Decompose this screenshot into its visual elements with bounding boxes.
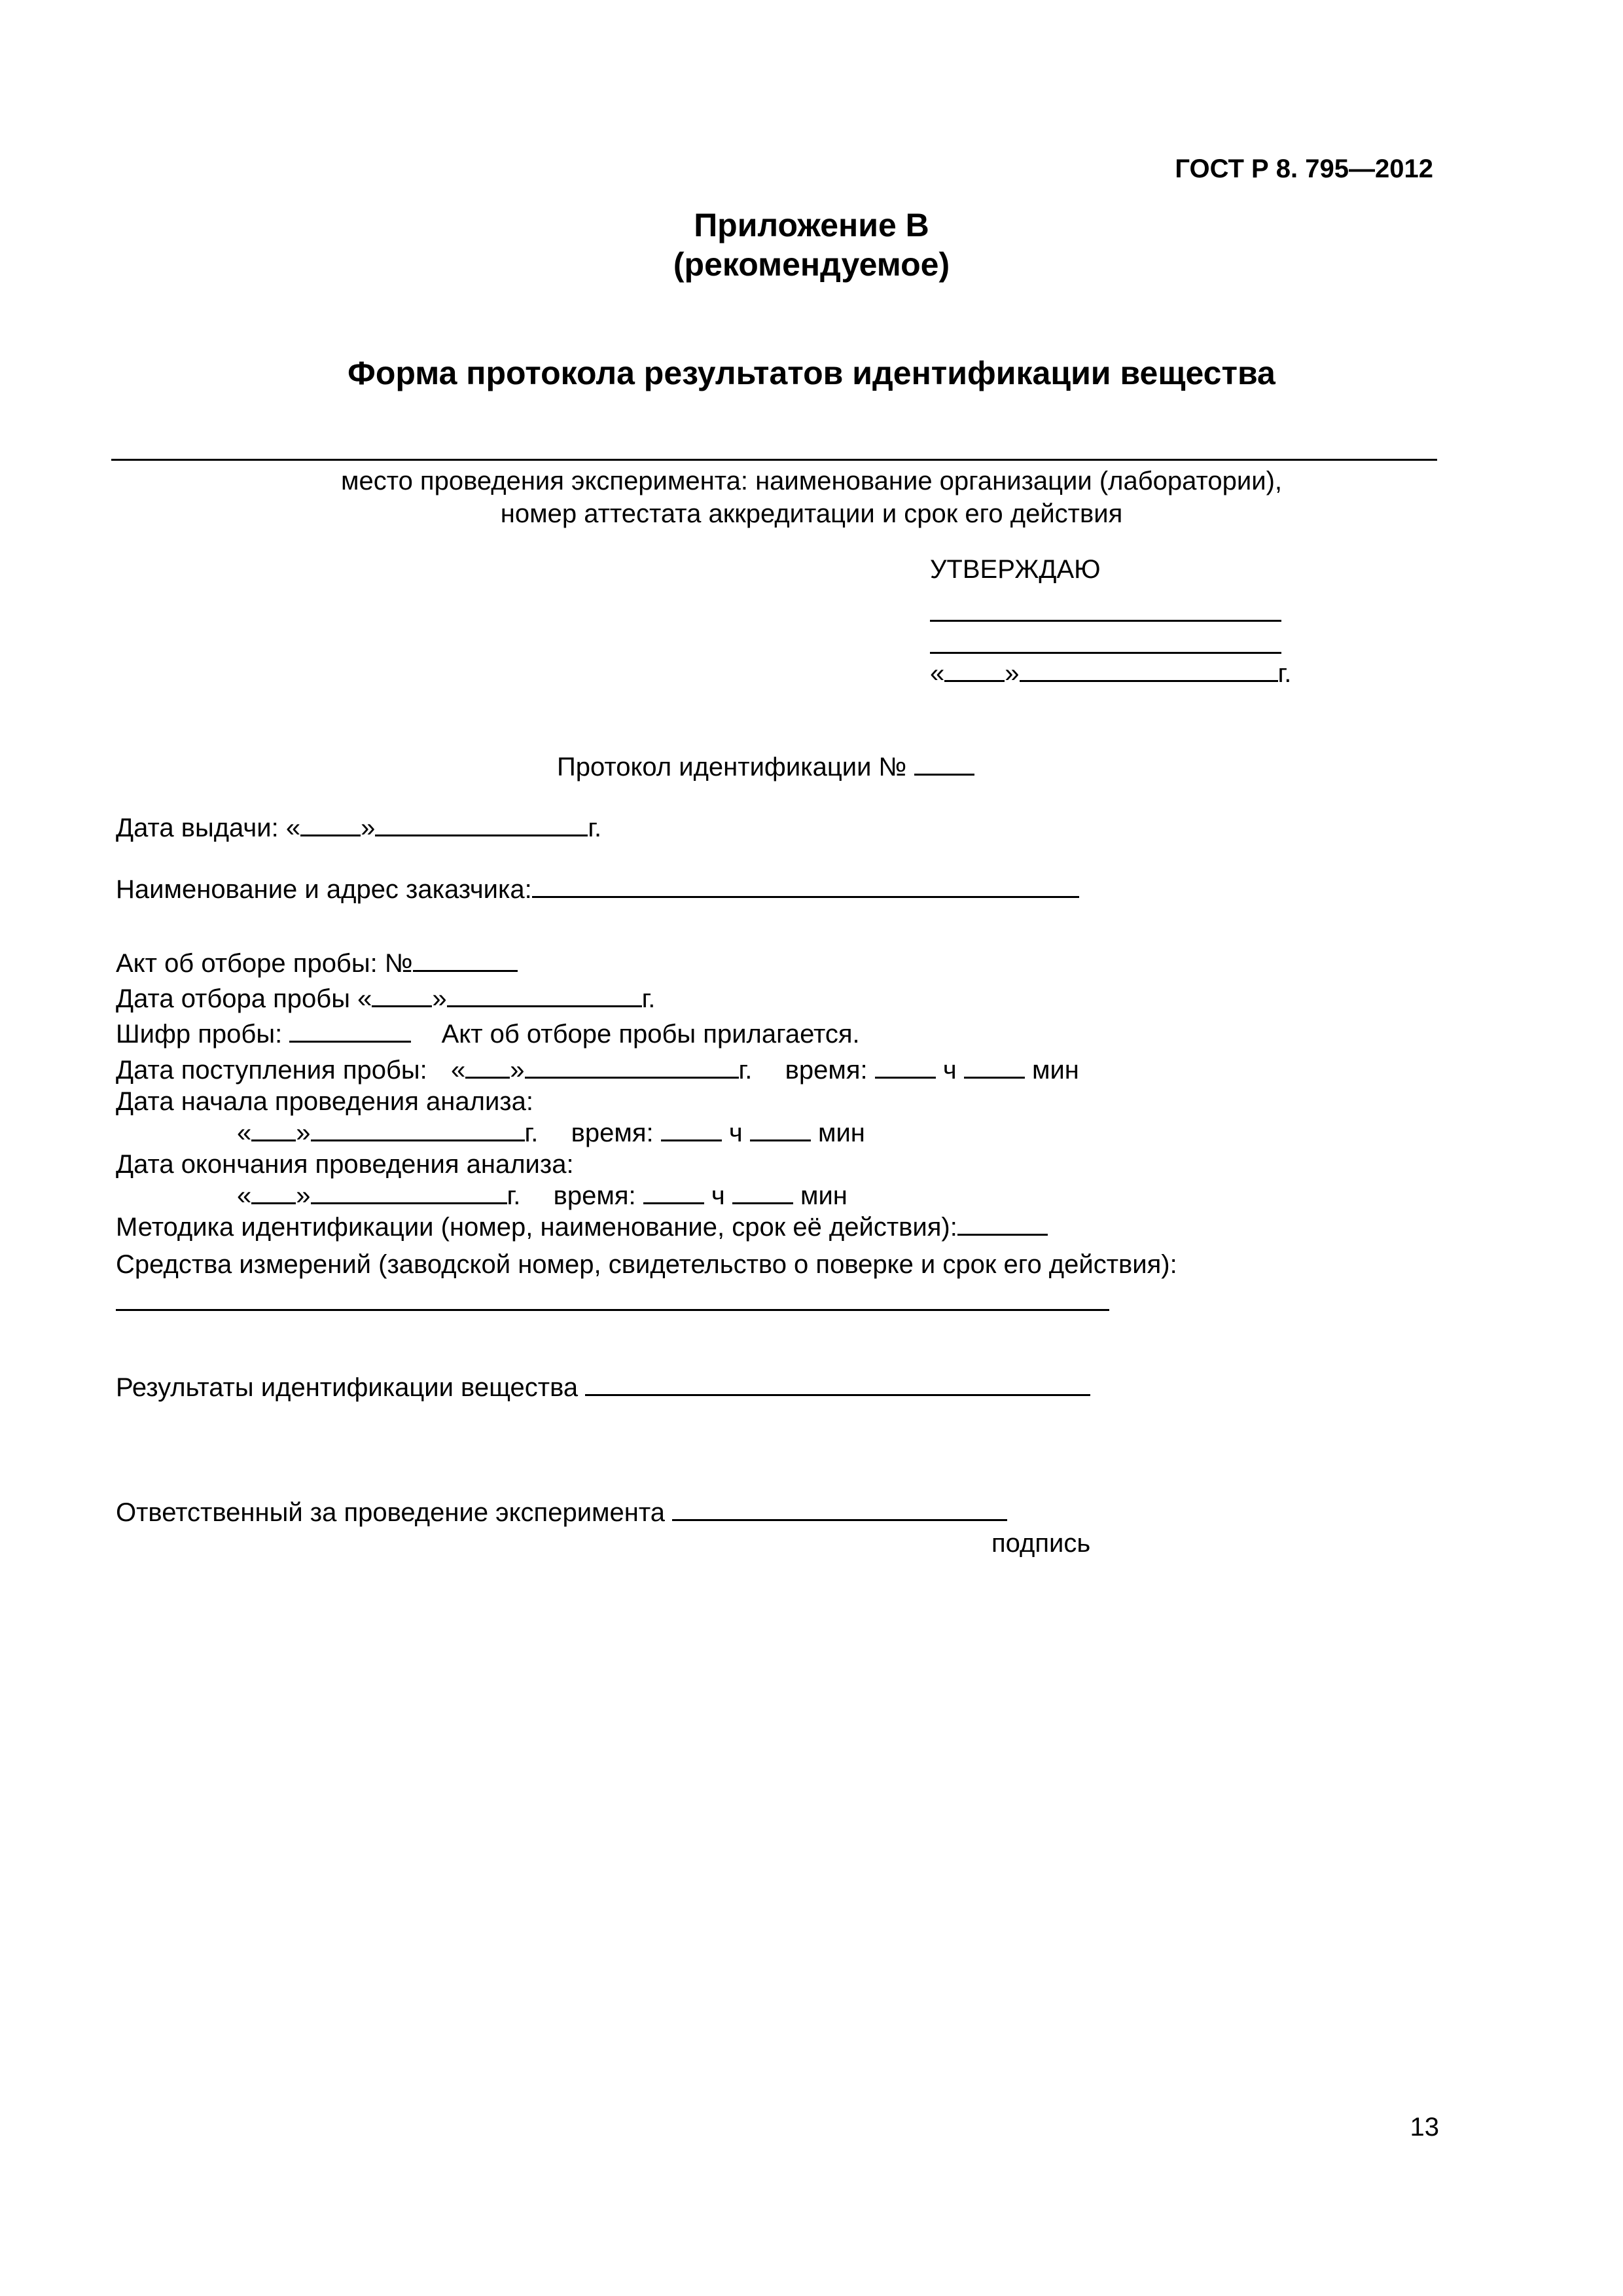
approve-label: УТВЕРЖДАЮ xyxy=(930,555,1101,584)
analysis-end-label: Дата окончания проведения анализа: xyxy=(116,1150,574,1179)
signature-caption: подпись xyxy=(991,1529,1091,1558)
approve-signature-line xyxy=(930,620,1281,622)
analysis-start-date: « » г. время: ч мин xyxy=(237,1119,865,1147)
approve-day-blank xyxy=(944,658,1005,682)
results: Результаты идентификации вещества xyxy=(116,1371,1090,1404)
page-number: 13 xyxy=(1410,2113,1439,2142)
sampling-act: Акт об отборе пробы: № xyxy=(116,947,518,980)
appendix-status: (рекомендуемое) xyxy=(673,246,950,283)
instruments-label: Средства измерений (заводской номер, свидетельство о поверке и срок его действия): xyxy=(116,1250,1177,1279)
place-caption-line2: номер аттестата аккредитации и срок его действия xyxy=(500,499,1123,528)
receipt-month-blank xyxy=(525,1054,739,1079)
appendix-heading xyxy=(0,206,1623,284)
method-blank xyxy=(957,1211,1048,1236)
start-minute-blank xyxy=(750,1117,811,1141)
start-month-blank xyxy=(311,1117,525,1141)
form-title: Форма протокола результатов идентификации вещества xyxy=(348,355,1275,391)
sampling-day-blank xyxy=(372,983,432,1007)
issue-date: Дата выдачи: « » г. xyxy=(116,814,602,842)
instruments-line xyxy=(116,1309,1109,1311)
appendix-title: Приложение В xyxy=(694,207,929,243)
end-minute-blank xyxy=(732,1180,793,1204)
method: Методика идентификации (номер, наименование, срок её действия): xyxy=(116,1211,1048,1244)
start-day-blank xyxy=(251,1117,296,1141)
start-hour-blank xyxy=(661,1117,722,1141)
end-month-blank xyxy=(311,1180,507,1204)
sampling-date: Дата отбора пробы « » г. xyxy=(116,984,656,1013)
approve-name-line xyxy=(930,652,1281,654)
end-day-blank xyxy=(251,1180,296,1204)
approve-month-blank xyxy=(1020,658,1278,682)
receipt-date: Дата поступления пробы: « » г. время: ч мин xyxy=(116,1056,1079,1085)
organization-line xyxy=(111,459,1437,461)
customer-blank xyxy=(532,874,1079,898)
end-hour-blank xyxy=(643,1180,704,1204)
receipt-hour-blank xyxy=(875,1054,936,1079)
sample-code: Шифр пробы: Акт об отборе пробы прилагается. xyxy=(116,1020,860,1049)
receipt-minute-blank xyxy=(964,1054,1025,1079)
issue-month-blank xyxy=(375,812,588,836)
standard-code: ГОСТ Р 8. 795—2012 xyxy=(1175,154,1433,183)
receipt-day-blank xyxy=(465,1054,510,1079)
sample-code-blank xyxy=(289,1018,411,1043)
results-blank xyxy=(585,1372,1090,1396)
approve-date: « » г. xyxy=(930,659,1292,688)
responsible-signature-blank xyxy=(672,1497,1007,1521)
protocol-number-blank xyxy=(914,751,974,776)
place-caption-line1: место проведения эксперимента: наименование организации (лаборатории), xyxy=(340,467,1283,495)
issue-day-blank xyxy=(300,812,361,836)
analysis-end-date: « » г. время: ч мин xyxy=(237,1181,847,1210)
sampling-act-blank xyxy=(413,948,518,972)
customer: Наименование и адрес заказчика: xyxy=(116,873,1079,906)
sampling-month-blank xyxy=(447,983,642,1007)
place-caption xyxy=(0,465,1623,530)
responsible: Ответственный за проведение эксперимента xyxy=(116,1496,1007,1529)
protocol-number: Протокол идентификации № xyxy=(557,751,974,782)
analysis-start-label: Дата начала проведения анализа: xyxy=(116,1087,534,1116)
